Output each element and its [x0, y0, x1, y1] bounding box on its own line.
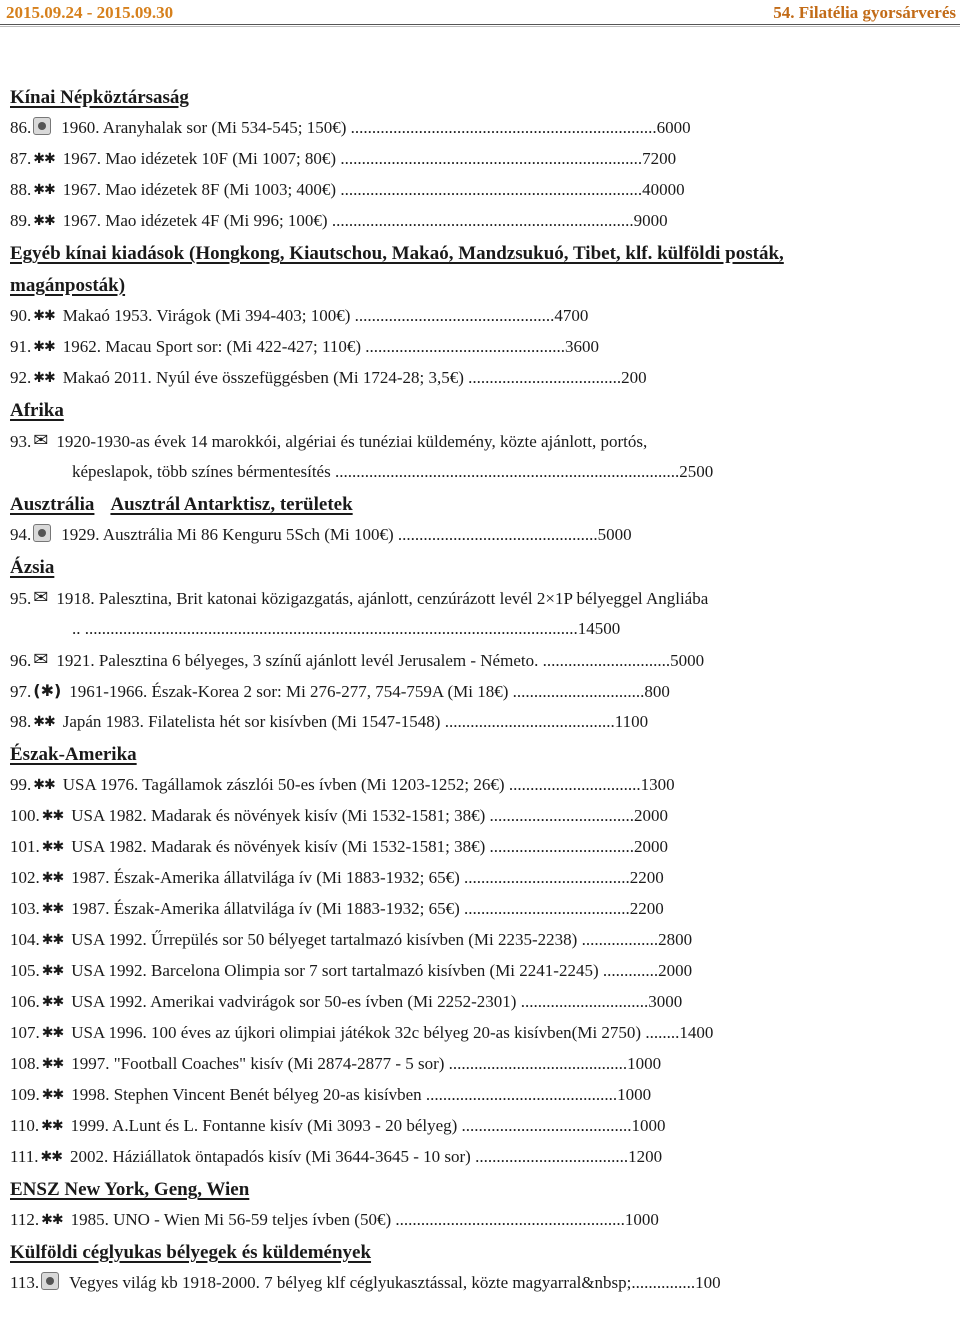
lot-item[interactable]	[10, 362, 910, 393]
lot-number: 90.	[10, 306, 32, 325]
lot-item[interactable]	[10, 862, 910, 893]
mint-icon: ✱✱	[33, 151, 55, 167]
lot-item[interactable]	[10, 986, 910, 1017]
lot-item[interactable]	[10, 1204, 910, 1235]
lot-number: 98.	[10, 712, 32, 731]
mint-icon: ✱✱	[41, 1087, 64, 1103]
lot-description: 1920-1930-as évek 14 marokkói, algériai és tunéziai küldemény, közte ajánlott, portós,	[56, 432, 648, 451]
mint-icon: ✱✱	[40, 1149, 62, 1165]
section-title-text: Észak-Amerika	[10, 744, 137, 765]
lot-item[interactable]	[10, 112, 910, 143]
lot-number: 106.	[10, 992, 40, 1011]
lot-number: 89.	[10, 211, 32, 230]
lot-description: 1962. Macau Sport sor: (Mi 422-427; 110€) ...............................................3600	[62, 337, 599, 356]
envelope-icon: ✉	[33, 430, 49, 451]
lot-description: 1987. Észak-Amerika állatvilága ív (Mi 1883-1932; 65€) .......................................2200	[71, 899, 664, 918]
lot-description: 1921. Palesztina 6 bélyeges, 3 színű ajánlott levél Jerusalem - Németo. ..............................5000	[56, 651, 705, 670]
lot-description: 1987. Észak-Amerika állatvilága ív (Mi 1883-1932; 65€) .......................................2200	[71, 868, 664, 887]
lot-description: 1999. A.Lunt és L. Fontanne kisív (Mi 3093 - 20 bélyeg) ........................................1000	[70, 1116, 666, 1135]
auction-title: 54. Filatélia gyorsárverés	[773, 3, 956, 22]
lot-item[interactable]	[10, 331, 910, 362]
lot-item[interactable]	[10, 300, 910, 331]
lot-number: 109.	[10, 1085, 40, 1104]
lot-description: 1929. Ausztrália Mi 86 Kenguru 5Sch (Mi 100€) ...............................................5000	[61, 525, 632, 544]
mint-icon: ✱✱	[41, 901, 64, 917]
lot-item[interactable]	[10, 205, 910, 236]
lot-item[interactable]	[10, 1048, 910, 1079]
section-heading	[10, 493, 910, 519]
section-title-text: Afrika	[10, 400, 64, 421]
section-title-text: Egyéb kínai kiadások (Hongkong, Kiautschou, Makaó, Mandzsukuó, Tibet, klf. külföldi posták,	[10, 243, 784, 264]
lot-number: 107.	[10, 1023, 40, 1042]
lot-description: 1967. Mao idézetek 8F (Mi 1003; 400€) .......................................................................40000	[62, 180, 685, 199]
lot-number: 95.	[10, 589, 32, 608]
lot-item[interactable]	[10, 1017, 910, 1048]
lot-item[interactable]	[10, 924, 910, 955]
section-title-text: Külföldi céglyukas bélyegek és küldemények	[10, 1242, 372, 1263]
lot-item[interactable]	[10, 143, 910, 174]
lot-number: 100.	[10, 806, 40, 825]
lot-item[interactable]	[10, 174, 910, 205]
lot-number: 110.	[10, 1116, 40, 1135]
lot-description: Japán 1983. Filatelista hét sor kisívben (Mi 1547-1548) ........................................1100	[62, 712, 649, 731]
envelope-icon: ✉	[33, 649, 49, 670]
mint-icon: ✱✱	[41, 1118, 63, 1134]
lot-number: 111.	[10, 1147, 39, 1166]
lot-number: 112.	[10, 1210, 40, 1229]
lot-item[interactable]	[10, 644, 910, 675]
lot-item[interactable]	[10, 769, 910, 800]
section-heading	[10, 399, 910, 425]
lot-item[interactable]	[10, 955, 910, 986]
stamp-icon	[41, 1272, 59, 1290]
header-divider	[0, 24, 960, 25]
section-subtitle-text: Ausztrál Antarktisz, területek	[110, 494, 353, 515]
mint-icon: ✱✱	[33, 308, 55, 324]
lot-description: 2002. Háziállatok öntapadós kisív (Mi 3644-3645 - 10 sor) ....................................1200	[69, 1147, 663, 1166]
mint-icon: ✱✱	[41, 1212, 63, 1228]
lot-description: USA 1992. Űrrepülés sor 50 bélyeget tartalmazó kisívben (Mi 2235-2238) ..................2800	[71, 930, 693, 949]
lot-description: 1967. Mao idézetek 10F (Mi 1007; 80€) .......................................................................7200	[62, 149, 677, 168]
lot-number: 104.	[10, 930, 40, 949]
lot-number: 96.	[10, 651, 32, 670]
stamp-icon	[33, 117, 51, 135]
lot-number: 87.	[10, 149, 32, 168]
date-range: 2015.09.24 - 2015.09.30	[6, 3, 174, 22]
lot-item[interactable]	[10, 1267, 910, 1298]
header-divider-secondary	[0, 26, 960, 27]
lot-description: USA 1976. Tagállamok zászlói 50-es ívben (Mi 1203-1252; 26€) ...............................1300	[62, 775, 675, 794]
lot-item[interactable]	[10, 1141, 910, 1172]
lot-number: 105.	[10, 961, 40, 980]
lot-item[interactable]	[10, 1079, 910, 1110]
section-heading	[10, 556, 910, 582]
section-heading	[10, 1178, 910, 1204]
lot-number: 102.	[10, 868, 40, 887]
lot-description: USA 1992. Barcelona Olimpia sor 7 sort tartalmazó kisívben (Mi 2241-2245) .............2000	[71, 961, 693, 980]
lot-number: 94.	[10, 525, 32, 544]
lot-item-continuation	[10, 456, 910, 487]
page-header	[0, 0, 960, 24]
lot-item-continuation	[10, 613, 910, 644]
lot-number: 91.	[10, 337, 32, 356]
mint-icon: ✱✱	[41, 932, 64, 948]
section-heading	[10, 1241, 910, 1267]
section-title-text: ENSZ New York, Geng, Wien	[10, 1179, 250, 1200]
lot-description: 1918. Palesztina, Brit katonai közigazgatás, ajánlott, cenzúrázott levél 2×1P bélyeggel Angliába	[56, 589, 709, 608]
mint-icon: ✱✱	[41, 870, 64, 886]
mint-icon: ✱✱	[33, 339, 55, 355]
lot-item[interactable]	[10, 893, 910, 924]
section-heading	[10, 86, 910, 112]
lot-number: 93.	[10, 432, 32, 451]
lot-description: Makaó 2011. Nyúl éve összefüggésben (Mi 1724-28; 3,5€) ....................................200	[62, 368, 647, 387]
lot-item[interactable]	[10, 519, 910, 550]
lot-number: 86.	[10, 118, 32, 137]
mint-icon: ✱✱	[33, 182, 55, 198]
mint-icon: ✱✱	[33, 370, 55, 386]
lot-item[interactable]	[10, 425, 910, 456]
lot-number: 103.	[10, 899, 40, 918]
lot-description: USA 1982. Madarak és növények kisív (Mi 1532-1581; 38€) ..................................2000	[71, 806, 669, 825]
lot-description: USA 1996. 100 éves az újkori olimpiai játékok 32c bélyeg 20-as kisívben(Mi 2750) ........1400	[71, 1023, 714, 1042]
lot-number: 99.	[10, 775, 32, 794]
mint-icon: ✱✱	[41, 1056, 64, 1072]
lot-number: 101.	[10, 837, 40, 856]
lot-number: 92.	[10, 368, 32, 387]
lot-description: USA 1992. Amerikai vadvirágok sor 50-es ívben (Mi 2252-2301) ..............................3000	[71, 992, 683, 1011]
mint-icon: ✱✱	[41, 808, 64, 824]
mint-icon: ✱✱	[41, 963, 64, 979]
lot-item[interactable]	[10, 582, 910, 613]
section-heading	[10, 743, 910, 769]
lot-item[interactable]	[10, 675, 910, 706]
section-title-text: Ausztrália	[10, 494, 95, 515]
lot-description: 1985. UNO - Wien Mi 56-59 teljes ívben (50€) ......................................................1000	[70, 1210, 659, 1229]
lot-description-cont: .. ....................................................................................................................14500	[72, 619, 621, 638]
lot-number: 88.	[10, 180, 32, 199]
envelope-icon: ✉	[33, 587, 49, 608]
mint-icon: ✱✱	[33, 213, 55, 229]
mint-icon: ✱✱	[41, 839, 64, 855]
lot-description: 1997. "Football Coaches" kisív (Mi 2874-2877 - 5 sor) ..........................................1000	[71, 1054, 662, 1073]
mint-icon: ✱✱	[33, 714, 55, 730]
lot-description: 1998. Stephen Vincent Benét bélyeg 20-as kisívben .............................................1000	[71, 1085, 652, 1104]
section-title-text: magánposták)	[10, 275, 126, 296]
lot-description: 1961-1966. Észak-Korea 2 sor: Mi 276-277, 754-759A (Mi 18€) ...............................800	[69, 682, 670, 701]
section-title-text: Kínai Népköztársaság	[10, 87, 189, 108]
mint-icon: ✱✱	[33, 777, 55, 793]
lot-number: 97.	[10, 682, 32, 701]
lot-item[interactable]	[10, 800, 910, 831]
section-title-text: Ázsia	[10, 557, 55, 578]
section-heading-line2	[10, 274, 910, 300]
hinged-icon: (✱)	[33, 681, 62, 700]
stamp-icon	[33, 524, 51, 542]
lot-number: 108.	[10, 1054, 40, 1073]
lot-description-cont: képeslapok, több színes bérmentesítés .................................................................................2500	[72, 462, 714, 481]
mint-icon: ✱✱	[41, 994, 64, 1010]
lot-item[interactable]	[10, 831, 910, 862]
lot-list	[10, 80, 910, 1298]
lot-item[interactable]	[10, 1110, 910, 1141]
lot-description: Makaó 1953. Virágok (Mi 394-403; 100€) ...............................................4700	[62, 306, 589, 325]
section-heading	[10, 242, 910, 268]
lot-description: Vegyes világ kb 1918-2000. 7 bélyeg klf céglyukasztással, közte magyarral&nbsp;...............100	[69, 1273, 721, 1292]
lot-description: 1967. Mao idézetek 4F (Mi 996; 100€) .......................................................................9000	[62, 211, 668, 230]
mint-icon: ✱✱	[41, 1025, 64, 1041]
lot-item[interactable]	[10, 706, 910, 737]
lot-description: USA 1982. Madarak és növények kisív (Mi 1532-1581; 38€) ..................................2000	[71, 837, 669, 856]
lot-number: 113.	[10, 1273, 40, 1292]
lot-description: 1960. Aranyhalak sor (Mi 534-545; 150€) ........................................................................6000	[61, 118, 691, 137]
